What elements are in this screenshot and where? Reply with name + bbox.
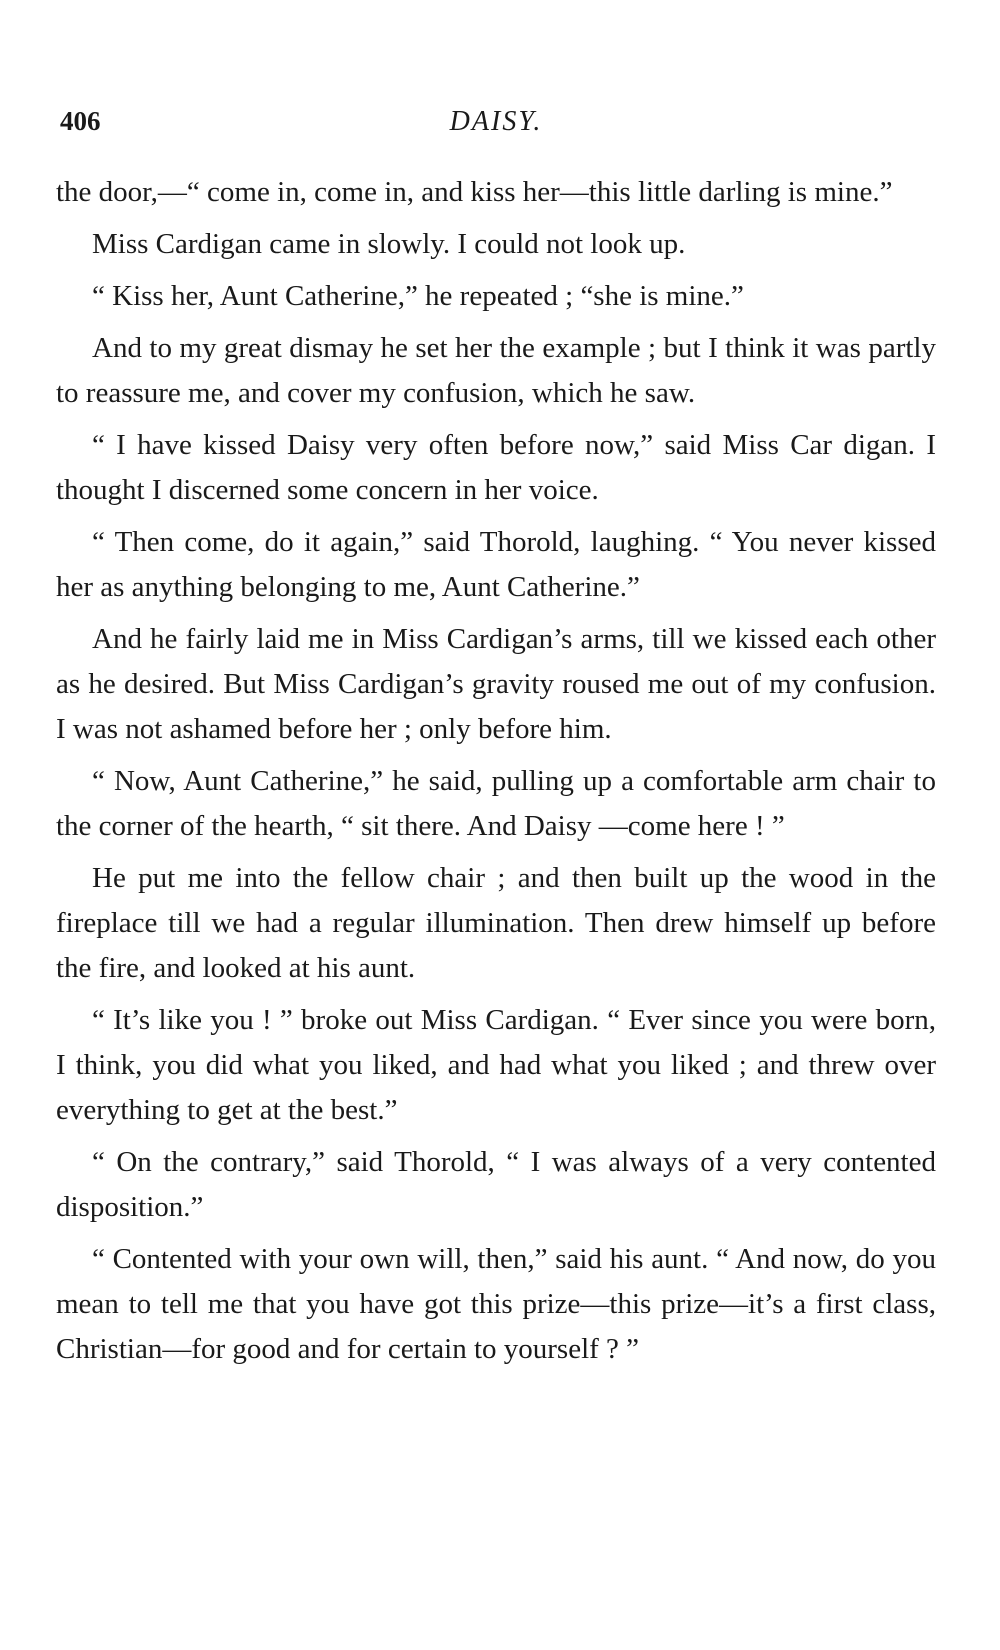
paragraph: “ Now, Aunt Catherine,” he said, pulling up a comfortable arm chair to the corner of the hearth, “ sit there. And Daisy —come here ! ” xyxy=(56,765,936,842)
paragraph: “ Kiss her, Aunt Catherine,” he repeated ; “she is mine.” xyxy=(92,280,744,312)
paragraph: “ On the contrary,” said Thorold, “ I was always of a very contented disposition.” xyxy=(56,1146,936,1223)
paragraph: And to my great dismay he set her the example ; but I think it was partly to reassure me, and cover my confusion, which he saw. xyxy=(56,332,936,409)
paragraph: “ It’s like you ! ” broke out Miss Cardigan. “ Ever since you were born, I think, you did what you liked, and had what you liked ; and threw over everything to get at the best.” xyxy=(56,1004,936,1126)
body-text xyxy=(56,170,936,1372)
paragraph: Miss Cardigan came in slowly. I could not look up. xyxy=(92,228,686,260)
paragraph: “ Then come, do it again,” said Thorold, laughing. “ You never kissed her as anything belonging to me, Aunt Catherine.” xyxy=(56,526,936,603)
paragraph: the door,—“ come in, come in, and kiss her—this little darling is mine.” xyxy=(56,176,893,208)
paragraph: He put me into the fellow chair ; and then built up the wood in the fireplace till we had a regular illumination. Then drew himself up before the fire, and looked at his aunt. xyxy=(56,862,936,984)
page-number: 406 xyxy=(60,106,101,136)
page-header xyxy=(56,100,936,150)
running-title: DAISY. xyxy=(449,106,543,137)
paragraph: “ Contented with your own will, then,” said his aunt. “ And now, do you mean to tell me that you have got this prize—this prize—it’s a first class, Christian—for good and for certain to yourself ? ” xyxy=(56,1243,936,1365)
paragraph: “ I have kissed Daisy very often before now,” said Miss Car digan. I thought I discerned some concern in her voice. xyxy=(56,429,936,506)
paragraph: And he fairly laid me in Miss Cardigan’s arms, till we kissed each other as he desired. But Miss Cardigan’s gravity roused me out of my confusion. I was not ashamed before her ; only before him. xyxy=(56,623,936,745)
book-page xyxy=(56,100,936,1379)
